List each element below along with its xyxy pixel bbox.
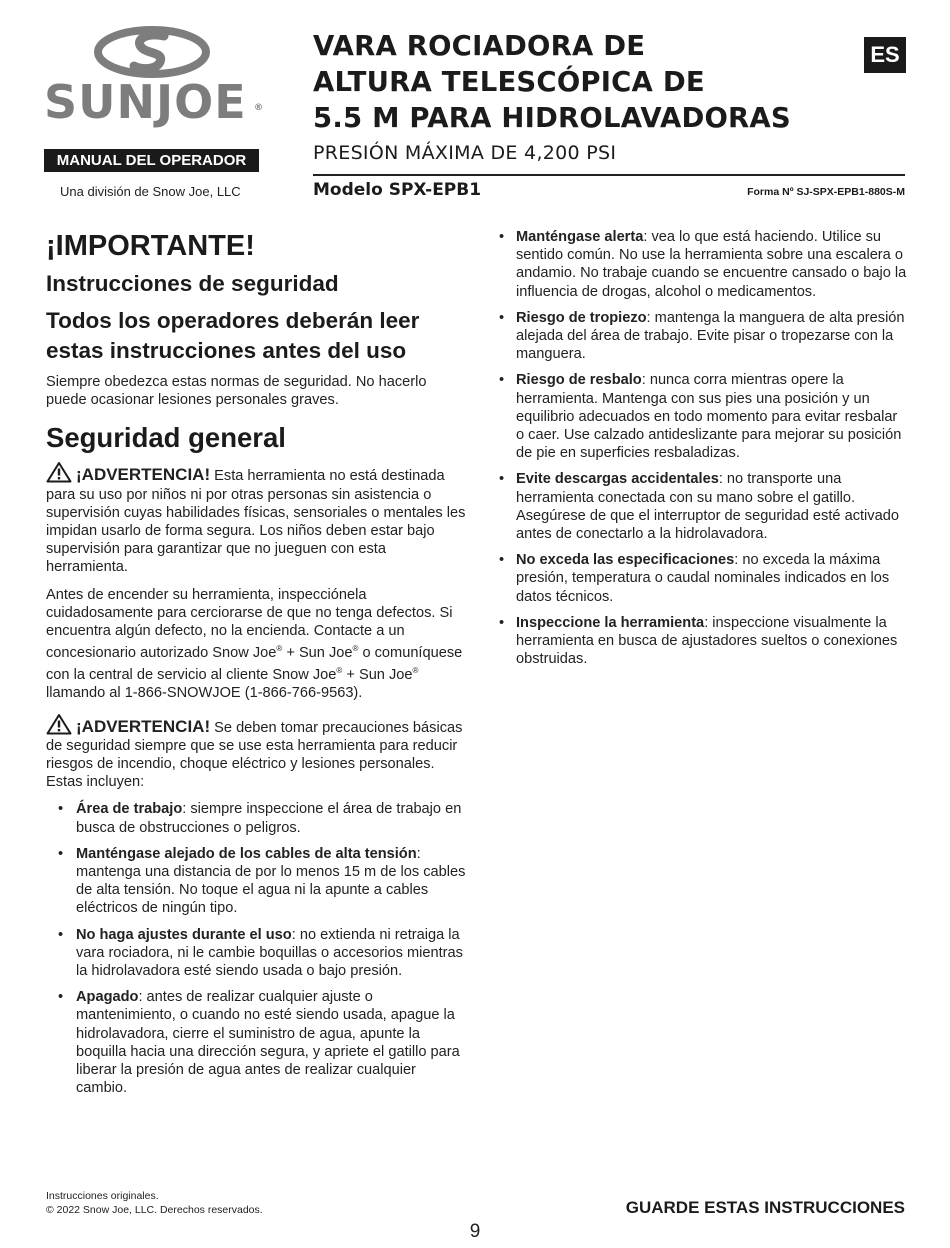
all-operators-heading: Todos los operadores deberán leer estas instrucciones antes del uso — [46, 308, 420, 363]
manual-label: MANUAL DEL OPERADOR — [44, 149, 259, 172]
language-badge: ES — [864, 37, 906, 73]
model-number: Modelo SPX-EPB1 — [313, 180, 482, 200]
sunjoe-swirl-logo-icon — [94, 26, 210, 78]
list-item: • Manténgase alerta: vea lo que está haciendo. Utilice su sentido común. No use la herramienta sobre una escalera o andamio. No trabaje cuando se encuentre cansado o bajo la influencia de drogas, alcohol o medicamentos. — [499, 229, 907, 300]
list-item: • Manténgase alejado de los cables de alta tensión: mantenga una distancia de por lo menos 15 m de los cables de alta tensión. No toque el agua ni la apunte a cables eléctricos de ningún tipo. — [58, 845, 466, 917]
warning-triangle-icon — [46, 461, 72, 483]
warning-paragraph — [46, 461, 470, 576]
copyright-text: © 2022 Snow Joe, LLC. Derechos reservados. — [46, 1203, 263, 1216]
important-heading: ¡IMPORTANTE! — [46, 230, 255, 262]
division-text: Una división de Snow Joe, LLC — [60, 184, 241, 199]
intro-paragraph: Siempre obedezca estas normas de seguridad. No hacerlo puede ocasionar lesiones personales graves. — [46, 374, 427, 409]
safety-instructions-heading: Instrucciones de seguridad — [46, 271, 339, 296]
warning-paragraph — [46, 713, 470, 792]
list-item: • Área de trabajo: siempre inspeccione el área de trabajo en busca de obstrucciones o peligros. — [58, 801, 462, 836]
general-safety-heading: Seguridad general — [46, 422, 286, 454]
product-title — [313, 28, 833, 136]
keep-instructions-text: GUARDE ESTAS INSTRUCCIONES — [625, 1198, 905, 1217]
list-item: • No exceda las especificaciones: no exceda la máxima presión, temperatura o caudal nominales indicados en los datos técnicos. — [499, 552, 890, 605]
title-line: VARA ROCIADORA DE — [313, 30, 646, 62]
inspect-paragraph: Antes de encender su herramienta, inspecciónela cuidadosamente para cerciorarse de que no tenga defectos. Si encuentra algún defecto, no la encienda. Contacte a un concesionario autorizado Snow Joe® + Sun Joe® o comuníquese con la central de servicio al cliente Snow Joe® + Sun Joe® llamando al 1-866-SNOWJOE (1-866-766-9563). — [46, 586, 463, 702]
page-number: 9 — [469, 1221, 481, 1242]
form-number: Forma Nº SJ-SPX-EPB1-880S-M — [747, 186, 905, 198]
warning-triangle-icon — [46, 713, 72, 735]
brand-logo — [44, 26, 262, 128]
warning-label: ¡ADVERTENCIA! — [76, 716, 211, 736]
right-column — [498, 228, 908, 676]
safety-list — [498, 228, 908, 668]
original-instructions-text: Instrucciones originales. — [46, 1190, 159, 1202]
list-item: • Riesgo de tropiezo: mantenga la manguera de alta presión alejada del área de trabajo. Evite pisar o tropezarse con la manguera. — [499, 309, 905, 363]
header-divider — [313, 174, 905, 176]
left-column — [46, 228, 470, 1105]
list-item: • Evite descargas accidentales: no transporte una herramienta conectada con su mano sobre el gatillo. Asegúrese de que el interruptor de seguridad esté activado antes de conectarlo a la hidrolavadora. — [499, 471, 899, 543]
warning-text: Esta herramienta no está destinada para su uso por niños ni por otras personas sin asistencia o supervisión cuyas habilidades físicas, sensoriales o mentales les impidan usarlo de forma segura. Los niños deben estar bajo supervisión para garantizar que no jueguen con esta herramienta. — [46, 468, 466, 576]
list-item: • Riesgo de resbalo: nunca corra mientras opere la herramienta. Mantenga con sus pies una posición y un equilibrio adecuados en todo momento para evitar resbalar o caer. Use calzado antideslizante para mejorar su posición de pie en superficies resbaladizas. — [499, 372, 902, 462]
safety-list — [46, 800, 470, 1097]
title-line: ALTURA TELESCÓPICA DE — [313, 66, 705, 98]
list-item: • Inspeccione la herramienta: inspeccione visualmente la herramienta en busca de ajustadores sueltos o conexiones obstruidas. — [499, 614, 898, 668]
footer-notes — [46, 1190, 263, 1217]
product-subtitle: PRESIÓN MÁXIMA DE 4,200 PSI — [313, 142, 617, 164]
title-line: 5.5 M PARA HIDROLAVADORAS — [313, 102, 791, 134]
warning-label: ¡ADVERTENCIA! — [76, 465, 211, 485]
warning-text: Se deben tomar precauciones básicas de seguridad siempre que se use esta herramienta para reducir riesgos de incendio, choque eléctrico y lesiones personales. Estas incluyen: — [46, 719, 463, 791]
list-item: • Apagado: antes de realizar cualquier ajuste o mantenimiento, o cuando no esté siendo usada, apague la hidrolavadora, cierre el suministro de agua, apunte la boquilla hacia una dirección segura, y apriete el gatillo para liberar la presión de agua antes de realizar cualquier cambio. — [58, 989, 460, 1097]
brand-name: SUNJOE ® — [44, 75, 264, 129]
list-item: • No haga ajustes durante el uso: no extienda ni retraiga la vara rociadora, ni le cambie boquillas o accesorios mientras la hidrolavadora esté siendo usada o bajo presión. — [58, 926, 463, 979]
